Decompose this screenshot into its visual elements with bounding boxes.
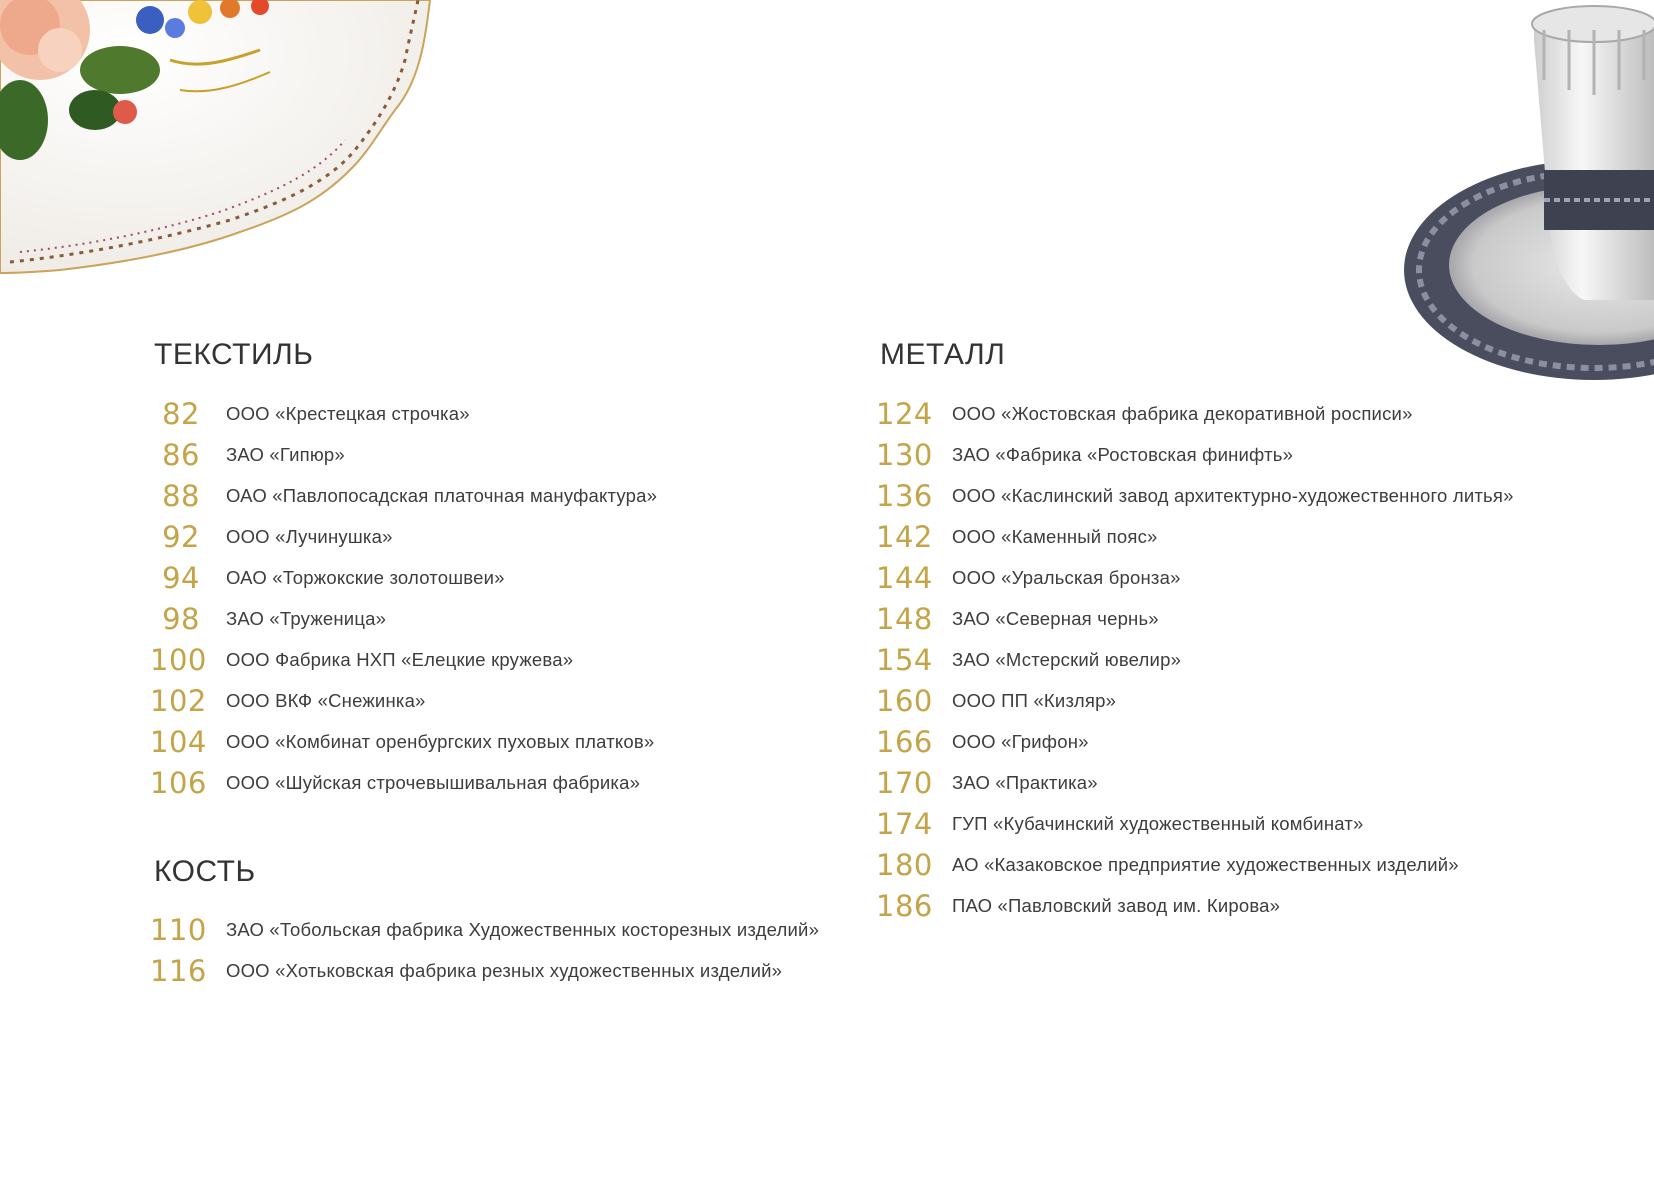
company-name: ЗАО «Фабрика «Ростовская финифть»: [952, 443, 1294, 465]
page-number: 166: [876, 724, 933, 759]
toc-entry[interactable]: [150, 557, 850, 598]
toc-entry[interactable]: [876, 598, 1636, 639]
toc-entry[interactable]: [876, 639, 1636, 680]
page-number: 116: [150, 953, 207, 988]
toc-entry[interactable]: [876, 844, 1636, 885]
page-number: 142: [876, 519, 933, 554]
toc-entry[interactable]: [876, 721, 1636, 762]
toc-entry[interactable]: [876, 885, 1636, 926]
company-name: ЗАО «Практика»: [952, 771, 1098, 793]
toc-entry[interactable]: [150, 762, 850, 803]
page-number: 148: [876, 601, 933, 636]
page-number: 98: [162, 601, 200, 636]
company-name: ООО «Комбинат оренбургских пуховых платков»: [226, 730, 655, 752]
company-name: ООО «Шуйская строчевышивальная фабрика»: [226, 771, 641, 793]
textile-list: [150, 393, 850, 803]
page-number: 144: [876, 560, 933, 595]
company-name: ЗАО «Труженица»: [226, 607, 387, 629]
toc-entry[interactable]: [150, 393, 850, 434]
page-number: 86: [162, 437, 200, 472]
page-number: 154: [876, 642, 933, 677]
section-title-metal: МЕТАЛЛ: [880, 338, 1006, 371]
company-name: ООО Фабрика НХП «Елецкие кружева»: [226, 648, 574, 670]
page-number: 170: [876, 765, 933, 800]
page-number: 186: [876, 888, 933, 923]
company-name: ПАО «Павловский завод им. Кирова»: [952, 894, 1281, 916]
company-name: ОАО «Павлопосадская платочная мануфактура»: [226, 484, 658, 506]
company-name: ГУП «Кубачинский художественный комбинат»: [952, 812, 1364, 834]
toc-entry[interactable]: [150, 950, 850, 991]
company-name: ООО «Лучинушка»: [226, 525, 393, 547]
company-name: ООО «Крестецкая строчка»: [226, 402, 470, 424]
section-title-textile: ТЕКСТИЛЬ: [154, 338, 314, 371]
company-name: ООО «Каслинский завод архитектурно-художественного литья»: [952, 484, 1514, 506]
company-name: ООО «Хотьковская фабрика резных художественных изделий»: [226, 959, 783, 981]
toc-entry[interactable]: [150, 434, 850, 475]
toc-entry[interactable]: [876, 557, 1636, 598]
page-number: 136: [876, 478, 933, 513]
toc-entry[interactable]: [876, 803, 1636, 844]
toc-entry[interactable]: [150, 475, 850, 516]
page-number: 174: [876, 806, 933, 841]
silver-cup-image: [1394, 0, 1654, 390]
company-name: ЗАО «Гипюр»: [226, 443, 345, 465]
page-number: 94: [162, 560, 200, 595]
page-number: 92: [162, 519, 200, 554]
toc-entry[interactable]: [876, 475, 1636, 516]
toc-entry[interactable]: [876, 434, 1636, 475]
page-number: 106: [150, 765, 207, 800]
toc-entry[interactable]: [150, 639, 850, 680]
company-name: ЗАО «Мстерский ювелир»: [952, 648, 1182, 670]
company-name: ООО «Грифон»: [952, 730, 1089, 752]
toc-entry[interactable]: [150, 516, 850, 557]
company-name: ЗАО «Тобольская фабрика Художественных косторезных изделий»: [226, 918, 820, 940]
page-number: 82: [162, 396, 200, 431]
toc-entry[interactable]: [876, 680, 1636, 721]
bone-list: [150, 909, 850, 991]
page-number: 124: [876, 396, 933, 431]
page-number: 102: [150, 683, 207, 718]
toc-entry[interactable]: [150, 598, 850, 639]
company-name: ЗАО «Северная чернь»: [952, 607, 1159, 629]
company-name: ООО ПП «Кизляр»: [952, 689, 1117, 711]
page-number: 180: [876, 847, 933, 882]
page-number: 88: [162, 478, 200, 513]
page-number: 130: [876, 437, 933, 472]
company-name: ООО «Жостовская фабрика декоративной росписи»: [952, 402, 1413, 424]
toc-entry[interactable]: [150, 680, 850, 721]
company-name: ООО «Уральская бронза»: [952, 566, 1181, 588]
section-title-bone: КОСТЬ: [154, 855, 256, 888]
toc-entry[interactable]: [876, 516, 1636, 557]
company-name: ООО ВКФ «Снежинка»: [226, 689, 426, 711]
toc-entry[interactable]: [150, 721, 850, 762]
painted-tray-image: [0, 0, 440, 280]
metal-list: [876, 393, 1636, 926]
company-name: АО «Казаковское предприятие художественных изделий»: [952, 853, 1459, 875]
toc-entry[interactable]: [876, 762, 1636, 803]
page-number: 104: [150, 724, 207, 759]
company-name: ООО «Каменный пояс»: [952, 525, 1158, 547]
company-name: ОАО «Торжокские золотошвеи»: [226, 566, 505, 588]
page-number: 160: [876, 683, 933, 718]
page-number: 100: [150, 642, 207, 677]
toc-entry[interactable]: [150, 909, 850, 950]
page-number: 110: [150, 912, 207, 947]
toc-entry[interactable]: [876, 393, 1636, 434]
